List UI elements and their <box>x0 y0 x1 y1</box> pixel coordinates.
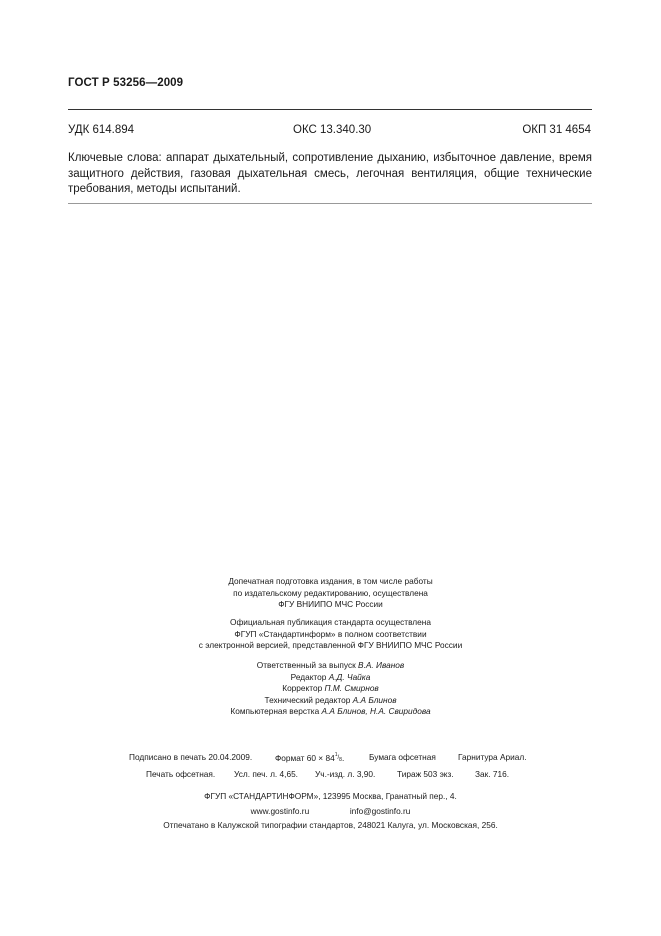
publisher-address: ФГУП «СТАНДАРТИНФОРМ», 123995 Москва, Гранатный пер., 4. <box>204 791 457 801</box>
prep-line: ФГУ ВНИИПО МЧС России <box>278 599 383 610</box>
publisher-website: www.gostinfo.ru <box>250 805 310 816</box>
credits-block <box>0 660 661 718</box>
imprint-paper: Бумага офсетная <box>369 752 436 762</box>
standard-id: ГОСТ Р 53256—2009 <box>68 77 184 89</box>
official-line: с электронной версией, представленной ФГУ ВНИИПО МЧС России <box>198 640 463 651</box>
credit-responsible: Ответственный за выпуск В.А. Иванов <box>256 660 405 670</box>
okp-code: ОКП 31 4654 <box>522 124 591 136</box>
prep-line: Допечатная подготовка издания, в том числе работы <box>228 576 433 586</box>
credit-proofreader: Корректор П.М. Смирнов <box>282 683 379 694</box>
udk-code: УДК 614.894 <box>68 124 135 136</box>
format-numerator: 1 <box>334 752 338 758</box>
publisher-block <box>0 791 661 832</box>
imprint-zak: Зак. 716. <box>475 769 510 779</box>
imprint-print-type: Печать офсетная. <box>146 769 216 779</box>
prep-block <box>0 576 661 611</box>
imprint-uch: Уч.-изд. л. 3,90. <box>315 769 376 779</box>
publisher-email: info@gostinfo.ru <box>349 805 411 816</box>
top-divider <box>68 109 592 110</box>
credit-editor: Редактор А.Д. Чайка <box>290 671 371 682</box>
official-line: ФГУП «Стандартинформ» в полном соответствии <box>234 628 427 639</box>
imprint-tirazh: Тираж 503 экз. <box>397 769 454 779</box>
keywords-paragraph: Ключевые слова: аппарат дыхательный, сопротивление дыханию, избыточное давление, время защитного действия, газовая дыхательная смесь, легочная вентиляция, общие технические требования, методы испытаний. <box>68 152 592 195</box>
publisher-contacts <box>0 806 661 818</box>
imprint-font: Гарнитура Ариал. <box>458 752 527 762</box>
imprint-format: Формат $60 \times 84^{^1/_8}$. <box>275 752 345 764</box>
bottom-divider <box>68 203 592 204</box>
prep-line: по издательскому редактированию, осуществлена <box>233 587 428 598</box>
official-publication-block <box>0 617 661 652</box>
imprint-usl: Усл. печ. л. 4,65. <box>234 769 298 779</box>
oks-code: ОКС 13.340.30 <box>293 124 372 136</box>
format-denominator: 8 <box>339 757 342 764</box>
official-line: Официальная публикация стандарта осуществлена <box>230 617 431 627</box>
imprint-signed: Подписано в печать 20.04.2009. <box>129 752 253 762</box>
credit-tech-editor: Технический редактор А.А Блинов <box>264 694 397 705</box>
credit-layout: Компьютерная верстка А.А Блинов, Н.А. Свиридова <box>230 706 431 717</box>
printing-house: Отпечатано в Калужской типографии стандартов, 248021 Калуга, ул. Московская, 256. <box>163 820 498 831</box>
